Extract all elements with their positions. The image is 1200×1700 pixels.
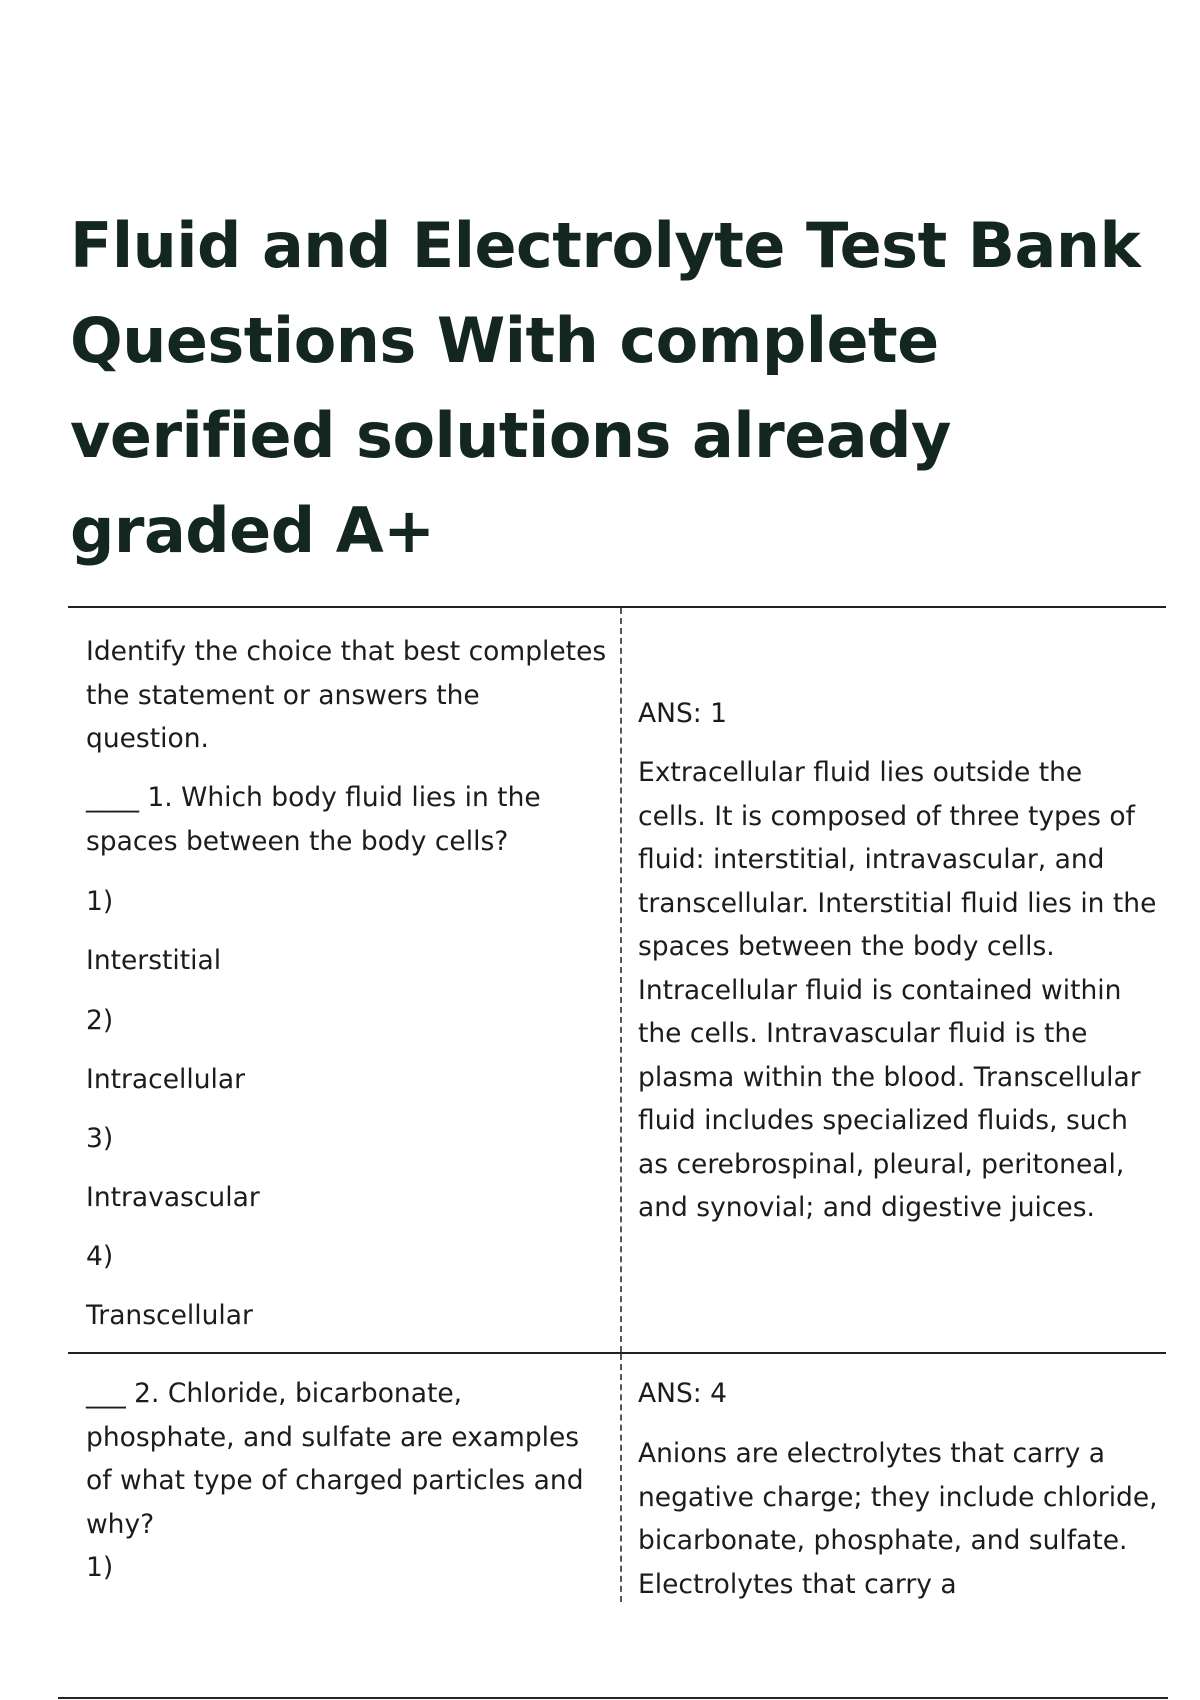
option-text-1-3: Intravascular bbox=[86, 1182, 260, 1213]
question-answer-table bbox=[68, 606, 1166, 1602]
option-number-1-2: 2) bbox=[86, 1005, 114, 1036]
question-row-1 bbox=[68, 608, 1166, 1354]
title-line: Questions With complete bbox=[70, 304, 939, 377]
option-number-1-4: 4) bbox=[86, 1241, 114, 1272]
option-text-1-2: Intracellular bbox=[86, 1064, 246, 1095]
answer-cell-1 bbox=[620, 608, 1166, 1352]
question-row-2 bbox=[68, 1354, 1166, 1602]
question-cell-1 bbox=[68, 608, 620, 1352]
title-line: Fluid and Electrolyte Test Bank bbox=[70, 209, 1141, 282]
instructions-text: Identify the choice that best completes the statement or answers the question. bbox=[86, 636, 607, 754]
question-cell-2 bbox=[68, 1354, 620, 1602]
answer-cell-2 bbox=[620, 1354, 1166, 1602]
option-number-1-1: 1) bbox=[86, 886, 114, 917]
question-stem-2: ___ 2. Chloride, bicarbonate, phosphate, and sulfate are examples of what type of charged particles and why? bbox=[86, 1378, 584, 1540]
option-text-1-4: Transcellular bbox=[86, 1300, 253, 1331]
answer-label-1: ANS: 1 bbox=[638, 698, 727, 729]
title-line: verified solutions already bbox=[70, 399, 951, 472]
title-line: graded A+ bbox=[70, 494, 435, 567]
rationale-text-1: Extracellular fluid lies outside the cells. It is composed of three types of fluid: interstitial, intravascular, and transcellular. Interstitial fluid lies in the spaces between the body cells. Intracellular fluid is contained within the cells. Intravascular fluid is the plasma within the blood. Transcellular fluid includes specialized fluids, such as cerebrospinal, pleural, peritoneal, and synovial; and digestive juices. bbox=[638, 757, 1157, 1223]
page-bottom-rule bbox=[58, 1697, 1168, 1699]
question-stem-1: ____ 1. Which body fluid lies in the spaces between the body cells? bbox=[86, 782, 541, 857]
option-number-2-1: 1) bbox=[86, 1552, 114, 1583]
answer-label-2: ANS: 4 bbox=[638, 1378, 727, 1409]
option-text-1-1: Interstitial bbox=[86, 945, 222, 976]
rationale-text-2: Anions are electrolytes that carry a negative charge; they include chloride, bicarbonate, phosphate, and sulfate. Electrolytes that carry a bbox=[638, 1438, 1158, 1600]
document-title bbox=[70, 198, 1150, 578]
option-number-1-3: 3) bbox=[86, 1123, 114, 1154]
